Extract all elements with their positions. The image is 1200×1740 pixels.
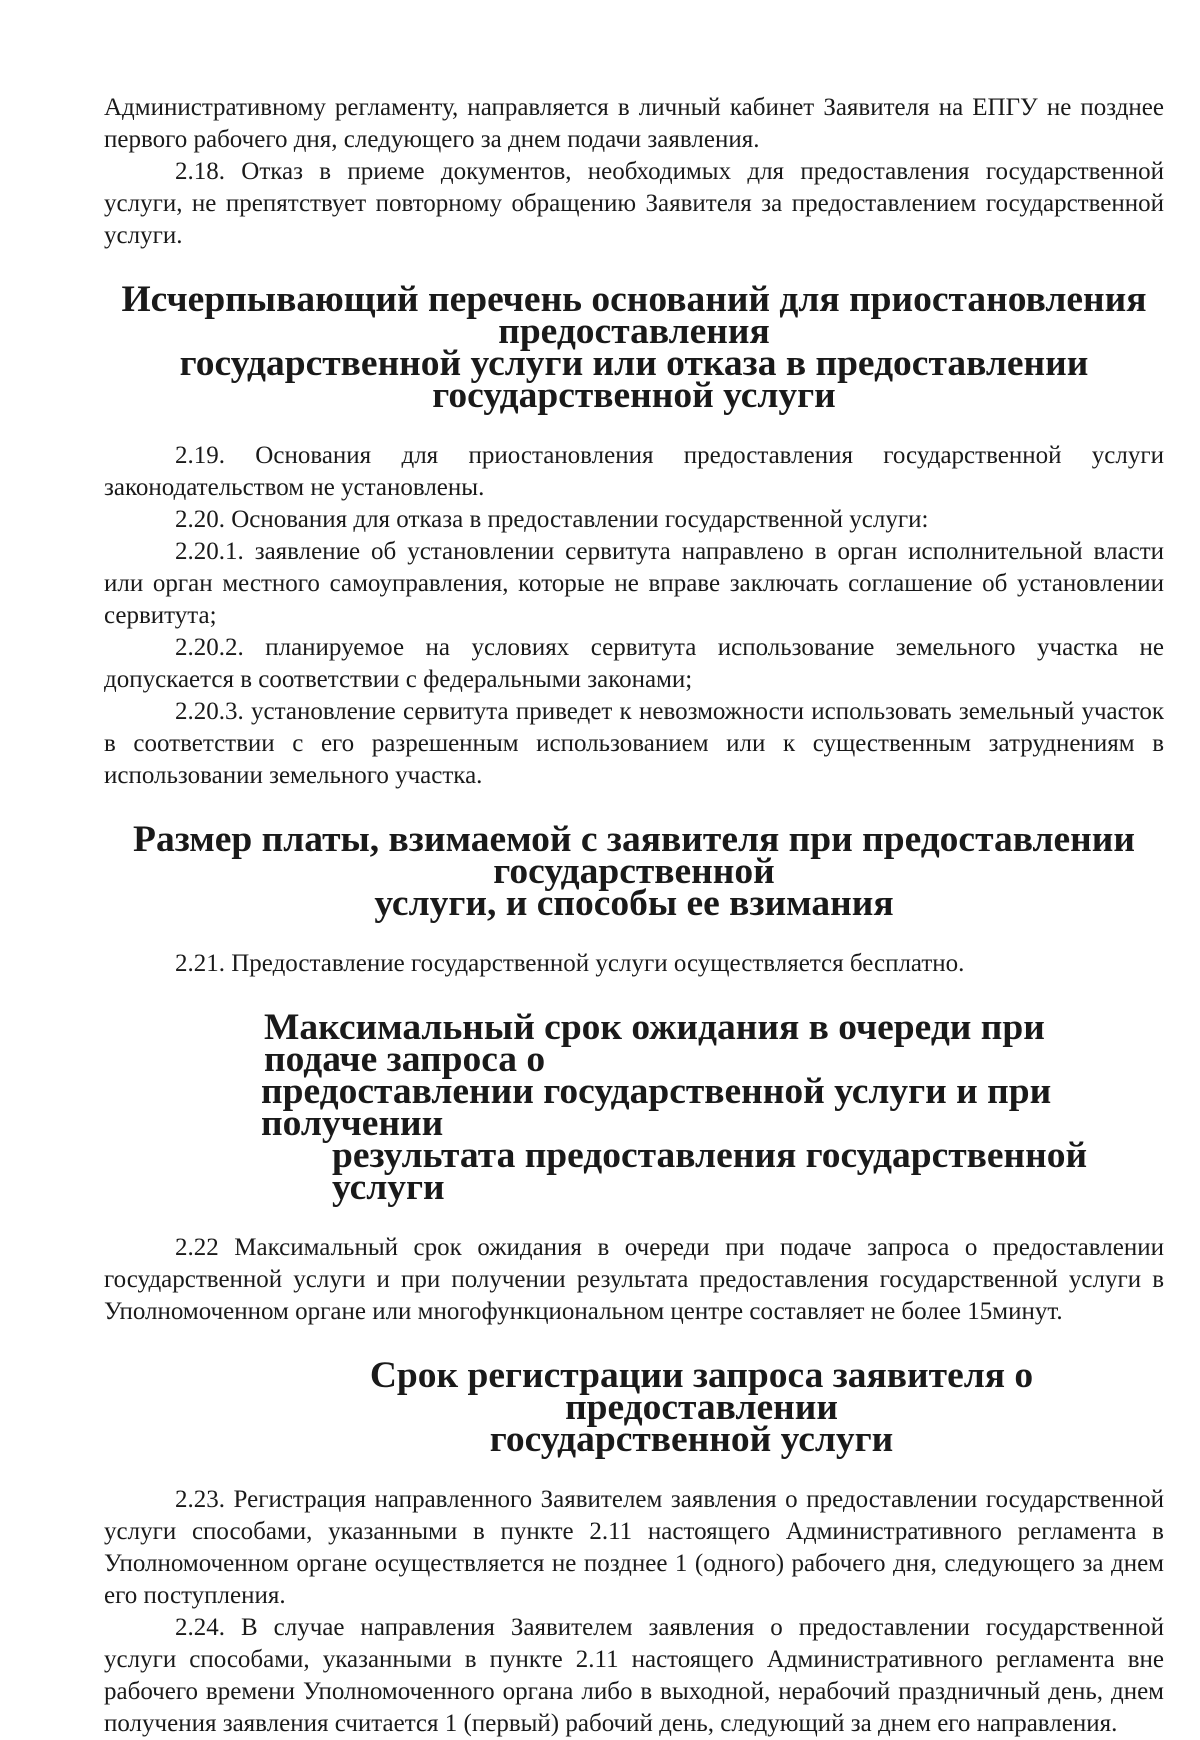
heading-line: услуги, и способы ее взимания — [374, 883, 894, 924]
document-page — [104, 92, 1164, 1740]
paragraph-2-22: 2.22 Максимальный срок ожидания в очереди при подаче запроса о предоставлении государственной услуги и при получении результата предоставления государственной услуги в Уполномоченном органе или многофункциональном центре составляет не более 15минут. — [104, 1234, 1164, 1325]
heading-line: предоставлении государственной услуги и при получении — [261, 1071, 1052, 1144]
paragraph-2-21: 2.21. Предоставление государственной услуги осуществляется бесплатно. — [175, 950, 965, 977]
paragraph-2-24: 2.24. В случае направления Заявителем заявления о предоставлении государственной услуги способами, указанными в пункте 2.11 настоящего Административного регламента вне рабочего времени Уполномоченного органа либо в выходной, нерабочий праздничный день, днем получения заявления считается 1 (первый) рабочий день, следующий за днем его направления. — [104, 1614, 1164, 1737]
section-heading-grounds-for-refusal — [104, 279, 1164, 416]
heading-line: Размер платы, взимаемой с заявителя при предоставлении государственной — [133, 819, 1135, 892]
paragraph-2-20: 2.20. Основания для отказа в предоставлении государственной услуги: — [175, 506, 929, 533]
paragraph-2-20-1: 2.20.1. заявление об установлении сервитута направлено в орган исполнительной власти или орган местного самоуправления, которые не вправе заключать соглашение об установлении сервитута; — [104, 538, 1164, 629]
heading-line: государственной услуги или отказа в предоставлении государственной услуги — [179, 343, 1089, 416]
heading-line: Исчерпывающий перечень оснований для приостановления предоставления — [121, 279, 1147, 352]
paragraph-2-23: 2.23. Регистрация направленного Заявителем заявления о предоставлении государственной услуги способами, указанными в пункте 2.11 настоящего Административного регламента в Уполномоченном органе осуществляется не позднее 1 (одного) рабочего дня, следующего за днем его поступления. — [104, 1486, 1164, 1609]
heading-line: результата предоставления государственной услуги — [332, 1135, 1088, 1208]
paragraph-2-20-3: 2.20.3. установление сервитута приведет к невозможности использовать земельный участок в соответствии с его разрешенным использованием или к существенным затруднениям в использовании земельного участка. — [104, 698, 1164, 789]
paragraph-2-20-2: 2.20.2. планируемое на условиях сервитута использование земельного участка не допускается в соответствии с федеральными законами; — [104, 634, 1164, 693]
section-heading-waiting-time — [104, 1007, 1164, 1208]
paragraph-2-19: 2.19. Основания для приостановления предоставления государственной услуги законодательством не установлены. — [104, 442, 1164, 501]
heading-line: Срок регистрации запроса заявителя о предоставлении — [369, 1355, 1034, 1428]
heading-line: Максимальный срок ожидания в очереди при подаче запроса о — [264, 1007, 1045, 1080]
section-heading-registration-term — [104, 1355, 1164, 1460]
heading-line: государственной услуги — [489, 1419, 894, 1460]
paragraph-continuation: Административному регламенту, направляется в личный кабинет Заявителя на ЕПГУ не позднее первого рабочего дня, следующего за днем подачи заявления. — [104, 94, 1164, 153]
paragraph-2-18: 2.18. Отказ в приеме документов, необходимых для предоставления государственной услуги, не препятствует повторному обращению Заявителя за предоставлением государственной услуги. — [104, 158, 1164, 249]
section-heading-fee — [104, 819, 1164, 924]
